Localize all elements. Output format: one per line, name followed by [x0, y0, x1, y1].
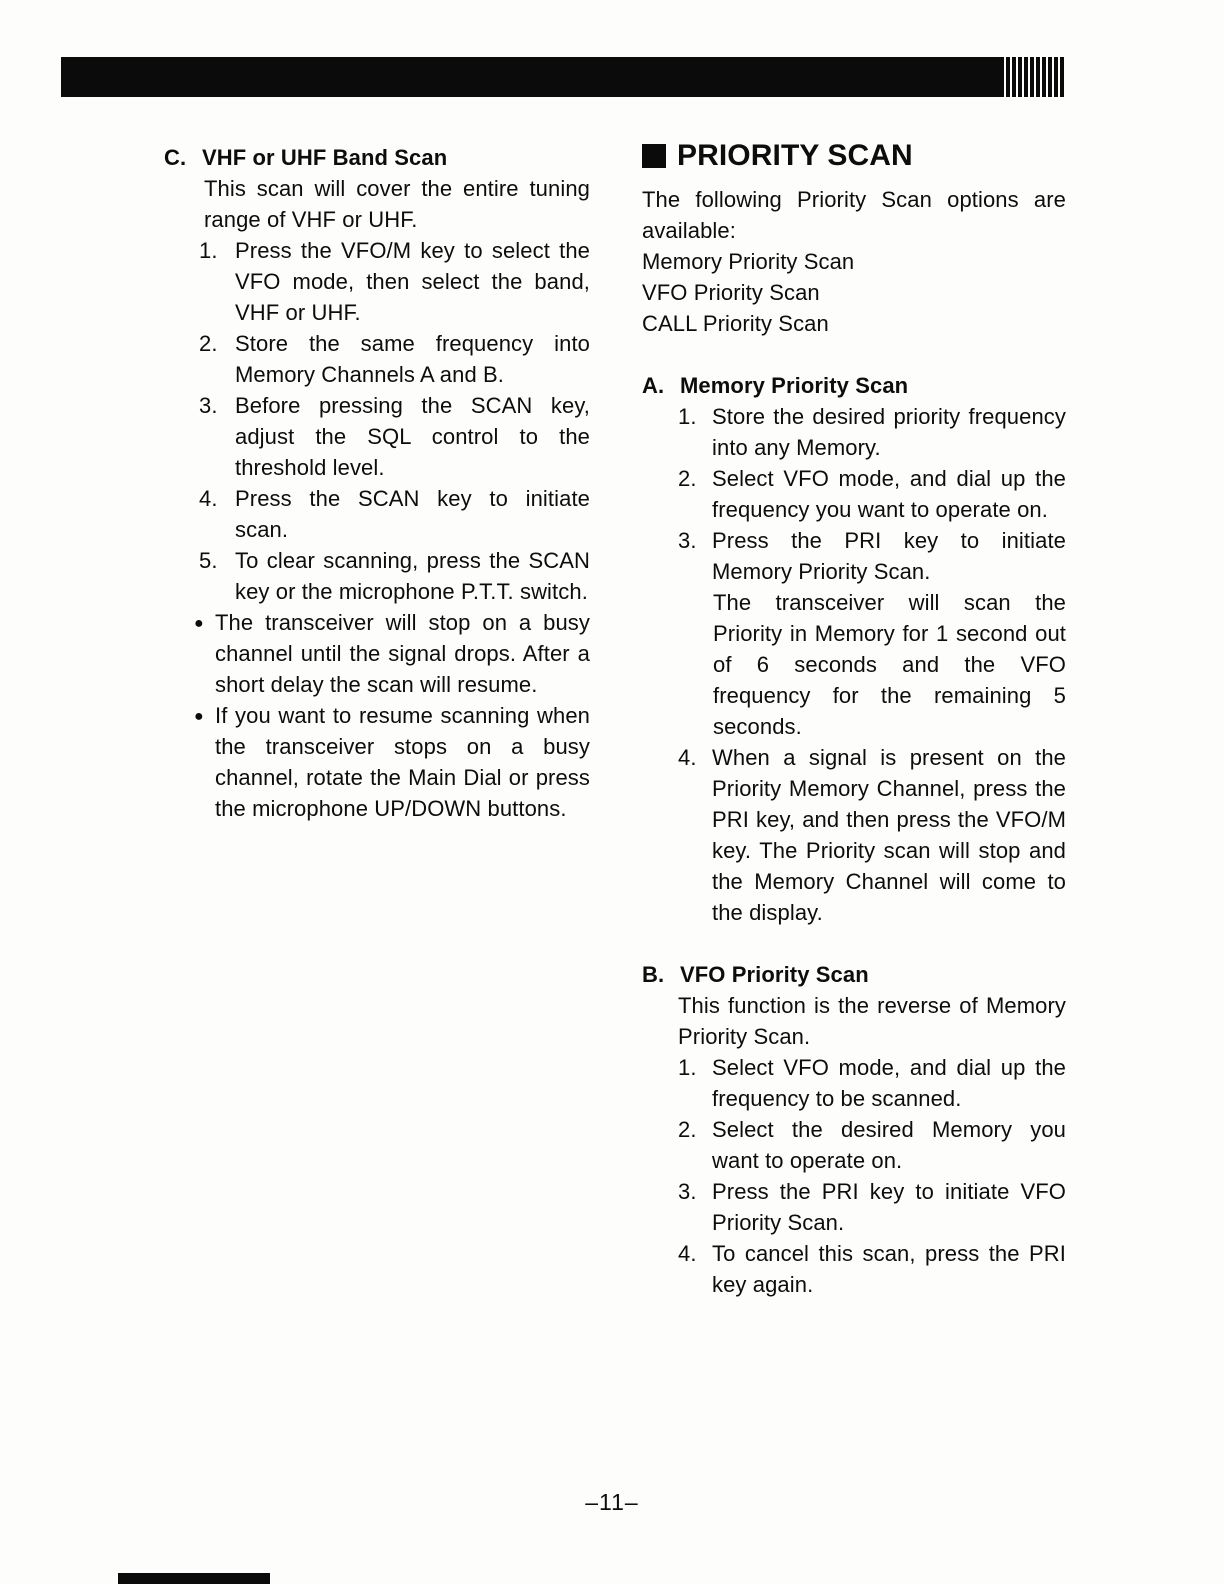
note-text: If you want to resume scanning when the transceiver stops on a busy channel, rotate the Main Dial or press the microphone UP/DOWN buttons. [215, 703, 590, 821]
note-item [196, 607, 590, 700]
priority-scan-intro: The following Priority Scan options are available: [642, 187, 1066, 243]
step-item [199, 483, 590, 545]
step-text: Select VFO mode, and dial up the frequency you want to operate on. [712, 466, 1066, 522]
step-item [678, 463, 1066, 525]
priority-option: CALL Priority Scan [642, 311, 829, 336]
header-rule-stripes [1000, 57, 1064, 97]
step-number: 1. [678, 1055, 697, 1080]
step-text: Store the same frequency into Memory Channels A and B. [235, 331, 590, 387]
square-bullet-icon [642, 144, 666, 168]
step-text: Select VFO mode, and dial up the frequency to be scanned. [712, 1055, 1066, 1111]
section-c-intro: This scan will cover the entire tuning range of VHF or UHF. [204, 176, 590, 232]
step-number: 4. [199, 486, 218, 511]
section-c-label: C. [164, 145, 187, 170]
priority-scan-title: PRIORITY SCAN [677, 139, 913, 172]
section-a-title: Memory Priority Scan [680, 373, 909, 398]
spacer [642, 928, 1066, 959]
step-number: 2. [678, 466, 697, 491]
step-item [678, 742, 1066, 928]
step-number: 4. [678, 745, 697, 770]
section-b-title: VFO Priority Scan [680, 962, 869, 987]
spacer [642, 339, 1066, 370]
step-text: Store the desired priority frequency into any Memory. [712, 404, 1066, 460]
step-number: 3. [199, 393, 218, 418]
section-b-intro: This function is the reverse of Memory Priority Scan. [678, 993, 1066, 1049]
section-a-label: A. [642, 373, 665, 398]
section-c-heading [164, 142, 590, 173]
note-text: The transceiver will stop on a busy channel until the signal drops. After a short delay the scan will resume. [215, 610, 590, 697]
section-b-label: B. [642, 962, 665, 987]
step-text: Press the VFO/M key to select the VFO mode, then select the band, VHF or UHF. [235, 238, 590, 325]
page-number: –11– [585, 1489, 639, 1515]
section-c-title: VHF or UHF Band Scan [202, 145, 448, 170]
step-item [678, 401, 1066, 463]
step-item [678, 1176, 1066, 1238]
step-item [678, 1114, 1066, 1176]
step-text: Select the desired Memory you want to operate on. [712, 1117, 1066, 1173]
left-column [164, 142, 590, 824]
step-number: 1. [678, 404, 697, 429]
section-b-heading [642, 959, 1066, 990]
step-number: 3. [678, 528, 697, 553]
priority-scan-heading [642, 138, 1066, 174]
step-note: The transceiver will scan the Priority in Memory for 1 second out of 6 seconds and the VFO frequency for the remaining 5 seconds. [713, 590, 1066, 739]
bullet-icon: ● [194, 615, 204, 632]
step-text: To clear scanning, press the SCAN key or the microphone P.T.T. switch. [235, 548, 590, 604]
step-item [678, 1052, 1066, 1114]
step-item [199, 235, 590, 328]
step-text: Before pressing the SCAN key, adjust the SQL control to the threshold level. [235, 393, 590, 480]
step-item [199, 390, 590, 483]
step-number: 1. [199, 238, 218, 263]
header-rule [61, 57, 1064, 97]
step-item [678, 525, 1066, 587]
priority-option: VFO Priority Scan [642, 280, 820, 305]
section-a-heading [642, 370, 1066, 401]
step-text: Press the PRI key to initiate Memory Priority Scan. [712, 528, 1066, 584]
priority-option: Memory Priority Scan [642, 249, 855, 274]
header-rule-bar [61, 57, 1000, 97]
note-item [196, 700, 590, 824]
step-item [199, 545, 590, 607]
step-text: When a signal is present on the Priority Memory Channel, press the PRI key, and then press the VFO/M key. The Priority scan will stop and the Memory Channel will come to the display. [712, 745, 1066, 925]
right-column [642, 138, 1066, 1300]
step-number: 2. [678, 1117, 697, 1142]
step-number: 2. [199, 331, 218, 356]
step-text: To cancel this scan, press the PRI key again. [712, 1241, 1066, 1297]
step-number: 5. [199, 548, 218, 573]
step-number: 4. [678, 1241, 697, 1266]
step-text: Press the PRI key to initiate VFO Priority Scan. [712, 1179, 1066, 1235]
step-number: 3. [678, 1179, 697, 1204]
step-item [678, 1238, 1066, 1300]
bullet-icon: ● [194, 708, 204, 725]
step-item [199, 328, 590, 390]
step-text: Press the SCAN key to initiate scan. [235, 486, 590, 542]
bottom-crop-mark [118, 1573, 270, 1584]
